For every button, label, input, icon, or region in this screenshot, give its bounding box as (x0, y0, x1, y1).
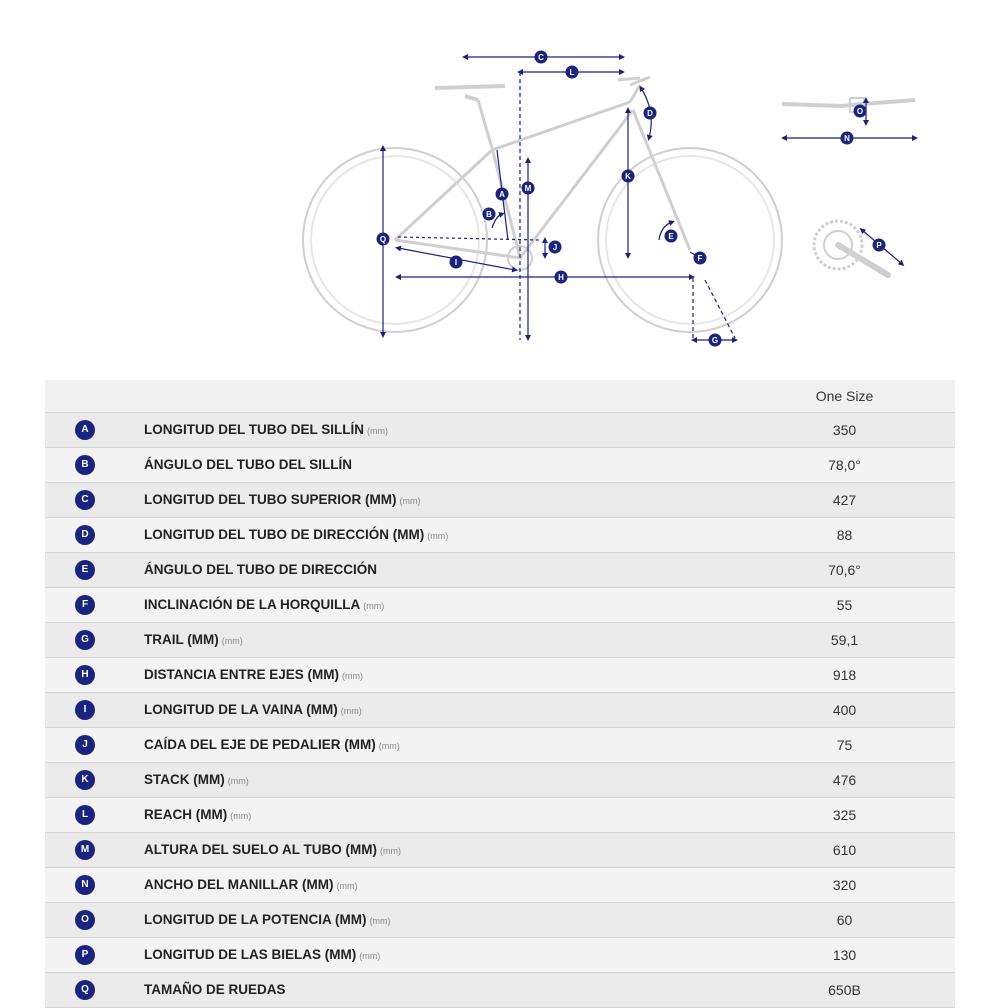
row-unit: (mm) (379, 846, 401, 856)
badge-p (873, 239, 886, 252)
table-row (45, 693, 955, 728)
svg-text:D: D (647, 109, 653, 118)
row-label (144, 518, 448, 552)
svg-text:M: M (524, 184, 532, 193)
row-unit: (mm) (230, 811, 252, 821)
row-label (144, 973, 286, 1007)
svg-text:E: E (668, 232, 674, 241)
row-unit: (mm) (336, 881, 358, 891)
row-letter-badge: E (75, 560, 95, 580)
svg-text:K: K (625, 172, 631, 181)
row-label (144, 693, 362, 727)
row-unit: (mm) (363, 601, 385, 611)
row-label (144, 623, 243, 657)
row-letter-badge: I (75, 700, 95, 720)
row-label (144, 588, 384, 622)
size-column-header: One Size (815, 388, 874, 404)
stem-and-bar (618, 77, 650, 85)
table-body (45, 413, 955, 1008)
bike-geometry-diagram (0, 0, 1000, 380)
row-label-text: DISTANCIA ENTRE EJES (MM) (144, 667, 340, 682)
row-label (144, 728, 400, 762)
row-label-text: ALTURA DEL SUELO AL TUBO (MM) (144, 842, 377, 857)
bike-illustration (303, 77, 782, 332)
row-value: 350 (832, 422, 857, 438)
row-letter-badge: Q (75, 980, 95, 1000)
row-label-text: ÁNGULO DEL TUBO DE DIRECCIÓN (144, 562, 378, 577)
row-unit: (mm) (427, 531, 449, 541)
table-header (45, 380, 955, 413)
row-letter-badge: L (75, 805, 95, 825)
row-label (144, 938, 380, 972)
row-value: 130 (832, 947, 857, 963)
row-label-text: ANCHO DEL MANILLAR (MM) (144, 877, 334, 892)
badge-i (450, 256, 463, 269)
svg-text:B: B (486, 210, 492, 219)
badge-d (644, 107, 657, 120)
row-unit: (mm) (378, 741, 400, 751)
badge-m (522, 182, 535, 195)
row-unit: (mm) (340, 706, 362, 716)
badge-e (665, 230, 678, 243)
row-value: 60 (836, 912, 853, 928)
row-letter-badge: K (75, 770, 95, 790)
row-label (144, 448, 352, 482)
badge-c (535, 51, 548, 64)
row-label-text: INCLINACIÓN DE LA HORQUILLA (144, 597, 361, 612)
badge-k (622, 170, 635, 183)
dimension-lines (383, 57, 735, 340)
row-unit: (mm) (399, 496, 421, 506)
svg-text:A: A (499, 190, 505, 199)
row-letter-badge: A (75, 420, 95, 440)
badge-a (496, 188, 509, 201)
svg-text:I: I (454, 258, 458, 267)
row-label-text: LONGITUD DE LA VAINA (MM) (144, 702, 338, 717)
row-label-text: TRAIL (MM) (144, 632, 219, 647)
svg-text:L: L (569, 68, 575, 77)
badge-g (709, 334, 722, 347)
dim-line-j-guide (398, 237, 540, 240)
table-row (45, 728, 955, 763)
row-value: 427 (832, 492, 857, 508)
row-label (144, 763, 249, 797)
row-letter-badge: F (75, 595, 95, 615)
row-value: 59,1 (830, 632, 859, 648)
row-label-text: STACK (MM) (144, 772, 225, 787)
row-unit: (mm) (227, 776, 249, 786)
svg-text:C: C (538, 53, 544, 62)
row-letter-badge: N (75, 875, 95, 895)
row-label-text: TAMAÑO DE RUEDAS (144, 982, 286, 997)
row-letter-badge: G (75, 630, 95, 650)
table-row (45, 483, 955, 518)
badge-b (483, 208, 496, 221)
row-label (144, 868, 357, 902)
table-row (45, 973, 955, 1008)
table-row (45, 833, 955, 868)
row-unit: (mm) (221, 636, 243, 646)
row-label-text: LONGITUD DEL TUBO SUPERIOR (MM) (144, 492, 397, 507)
row-value: 70,6° (828, 562, 861, 578)
table-row (45, 868, 955, 903)
row-value: 78,0° (828, 457, 861, 473)
handlebar-shape (782, 100, 915, 106)
badge-q (377, 233, 390, 246)
badge-j (549, 241, 562, 254)
row-letter-badge: O (75, 910, 95, 930)
row-label-text: LONGITUD DEL TUBO DE DIRECCIÓN (MM) (144, 527, 425, 542)
badge-o (854, 105, 867, 118)
badge-l (566, 66, 579, 79)
svg-text:O: O (856, 107, 864, 116)
row-label (144, 833, 401, 867)
svg-text:N: N (844, 134, 850, 143)
row-label (144, 483, 421, 517)
badge-h (555, 271, 568, 284)
row-label (144, 413, 388, 447)
svg-text:Q: Q (379, 235, 387, 244)
row-letter-badge: J (75, 735, 95, 755)
row-value: 88 (836, 527, 853, 543)
table-row (45, 903, 955, 938)
row-value: 650B (828, 982, 861, 998)
badge-n (841, 132, 854, 145)
row-value: 55 (836, 597, 853, 613)
row-unit: (mm) (367, 426, 389, 436)
row-label (144, 553, 377, 587)
row-label-text: LONGITUD DE LA POTENCIA (MM) (144, 912, 367, 927)
table-row (45, 938, 955, 973)
table-row (45, 588, 955, 623)
row-label-text: ÁNGULO DEL TUBO DEL SILLÍN (144, 457, 353, 472)
row-value: 476 (832, 772, 857, 788)
table-row (45, 798, 955, 833)
row-letter-badge: B (75, 455, 95, 475)
table-row (45, 763, 955, 798)
row-value: 325 (832, 807, 857, 823)
table-row (45, 658, 955, 693)
row-label (144, 658, 363, 692)
row-label-text: CAÍDA DEL EJE DE PEDALIER (MM) (144, 737, 376, 752)
row-letter-badge: H (75, 665, 95, 685)
geometry-table (45, 380, 955, 1008)
row-label (144, 903, 390, 937)
row-value: 75 (836, 737, 853, 753)
svg-text:G: G (711, 336, 719, 345)
table-row (45, 553, 955, 588)
row-letter-badge: D (75, 525, 95, 545)
crank-detail (814, 221, 902, 275)
svg-text:P: P (876, 241, 882, 250)
table-row (45, 413, 955, 448)
row-label-text: REACH (MM) (144, 807, 228, 822)
row-letter-badge: P (75, 945, 95, 965)
svg-text:H: H (558, 273, 564, 282)
row-label-text: LONGITUD DEL TUBO DEL SILLÍN (144, 422, 365, 437)
row-letter-badge: M (75, 840, 95, 860)
badge-f (694, 252, 707, 265)
row-value: 610 (832, 842, 857, 858)
row-value: 918 (832, 667, 857, 683)
table-row (45, 623, 955, 658)
row-value: 400 (832, 702, 857, 718)
seatpost (478, 100, 492, 148)
row-unit: (mm) (369, 916, 391, 926)
row-letter-badge: C (75, 490, 95, 510)
row-value: 320 (832, 877, 857, 893)
saddle (435, 86, 505, 100)
svg-text:F: F (697, 254, 703, 263)
row-unit: (mm) (342, 671, 364, 681)
row-unit: (mm) (359, 951, 381, 961)
row-label-text: LONGITUD DE LAS BIELAS (MM) (144, 947, 357, 962)
table-row (45, 518, 955, 553)
row-label (144, 798, 251, 832)
svg-text:J: J (552, 243, 558, 252)
table-row (45, 448, 955, 483)
